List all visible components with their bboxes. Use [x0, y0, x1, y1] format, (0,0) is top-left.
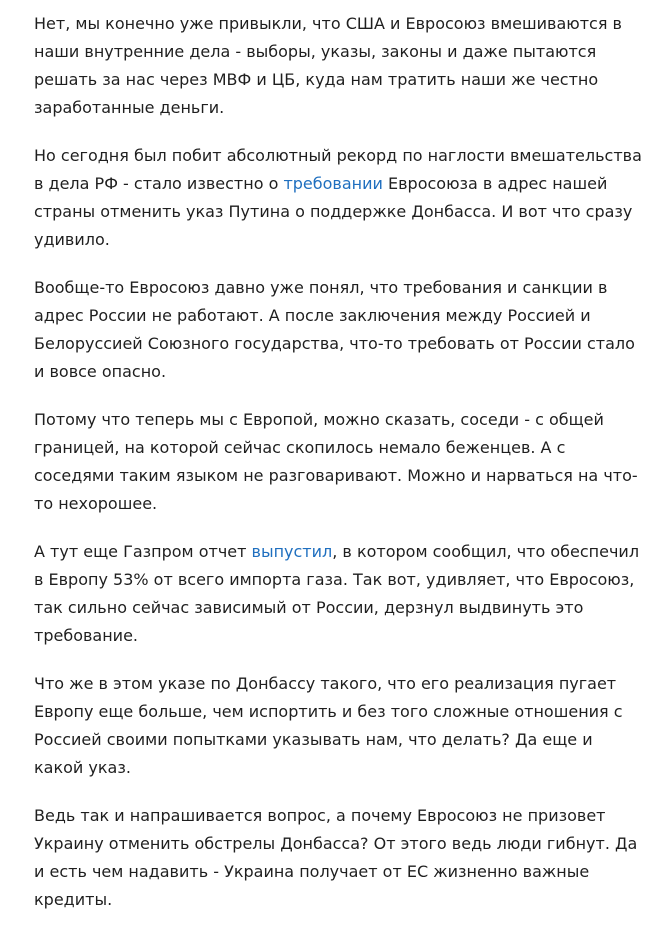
- paragraph-4: [34, 406, 644, 518]
- paragraph-text: Но сегодня был побит абсолютный рекорд по наглости вмешательства в дела РФ - стало известно о: [34, 146, 642, 193]
- link-demand[interactable]: требовании: [283, 174, 383, 193]
- paragraph-5: [34, 538, 644, 650]
- paragraph-6: [34, 670, 644, 782]
- paragraph-7: [34, 802, 644, 914]
- paragraph-text: Евросоюза в адрес нашей страны отменить указ Путина о поддержке Донбасса. И вот что сразу удивило.: [34, 174, 633, 249]
- link-released[interactable]: выпустил: [251, 542, 333, 561]
- paragraph-text: А тут еще Газпром отчет: [34, 542, 252, 561]
- paragraph-text: Потому что теперь мы с Европой, можно сказать, соседи - с общей границей, на которой сейчас скопилось немало беженцев. А с соседями таким языком не разговаривают. Можно и нарваться на что-то нехорошее.: [34, 410, 638, 513]
- article-body: [34, 10, 644, 934]
- paragraph-text: Нет, мы конечно уже привыкли, что США и Евросоюз вмешиваются в наши внутренние дела - выборы, указы, законы и даже пытаются решать за нас через МВФ и ЦБ, куда нам тратить наши же честно заработанные деньги.: [34, 14, 622, 117]
- paragraph-text: , в котором сообщил, что обеспечил в Европу 53% от всего импорта газа. Так вот, удивляет, что Евросоюз, так сильно сейчас зависимый от России, дерзнул выдвинуть это требование.: [34, 542, 640, 645]
- paragraph-text: Что же в этом указе по Донбассу такого, что его реализация пугает Европу еще больше, чем испортить и без того сложные отношения с Россией своими попытками указывать нам, что делать? Да еще и какой указ.: [34, 674, 623, 777]
- paragraph-text: Вообще-то Евросоюз давно уже понял, что требования и санкции в адрес России не работают. А после заключения между Россией и Белоруссией Союзного государства, что-то требовать от России стало и вовсе опасно.: [34, 278, 635, 381]
- paragraph-text: Ведь так и напрашивается вопрос, а почему Евросоюз не призовет Украину отменить обстрелы Донбасса? От этого ведь люди гибнут. Да и есть чем надавить - Украина получает от ЕС жизненно важные кредиты.: [34, 806, 638, 909]
- paragraph-3: [34, 274, 644, 386]
- paragraph-2: [34, 142, 644, 254]
- paragraph-1: [34, 10, 644, 122]
